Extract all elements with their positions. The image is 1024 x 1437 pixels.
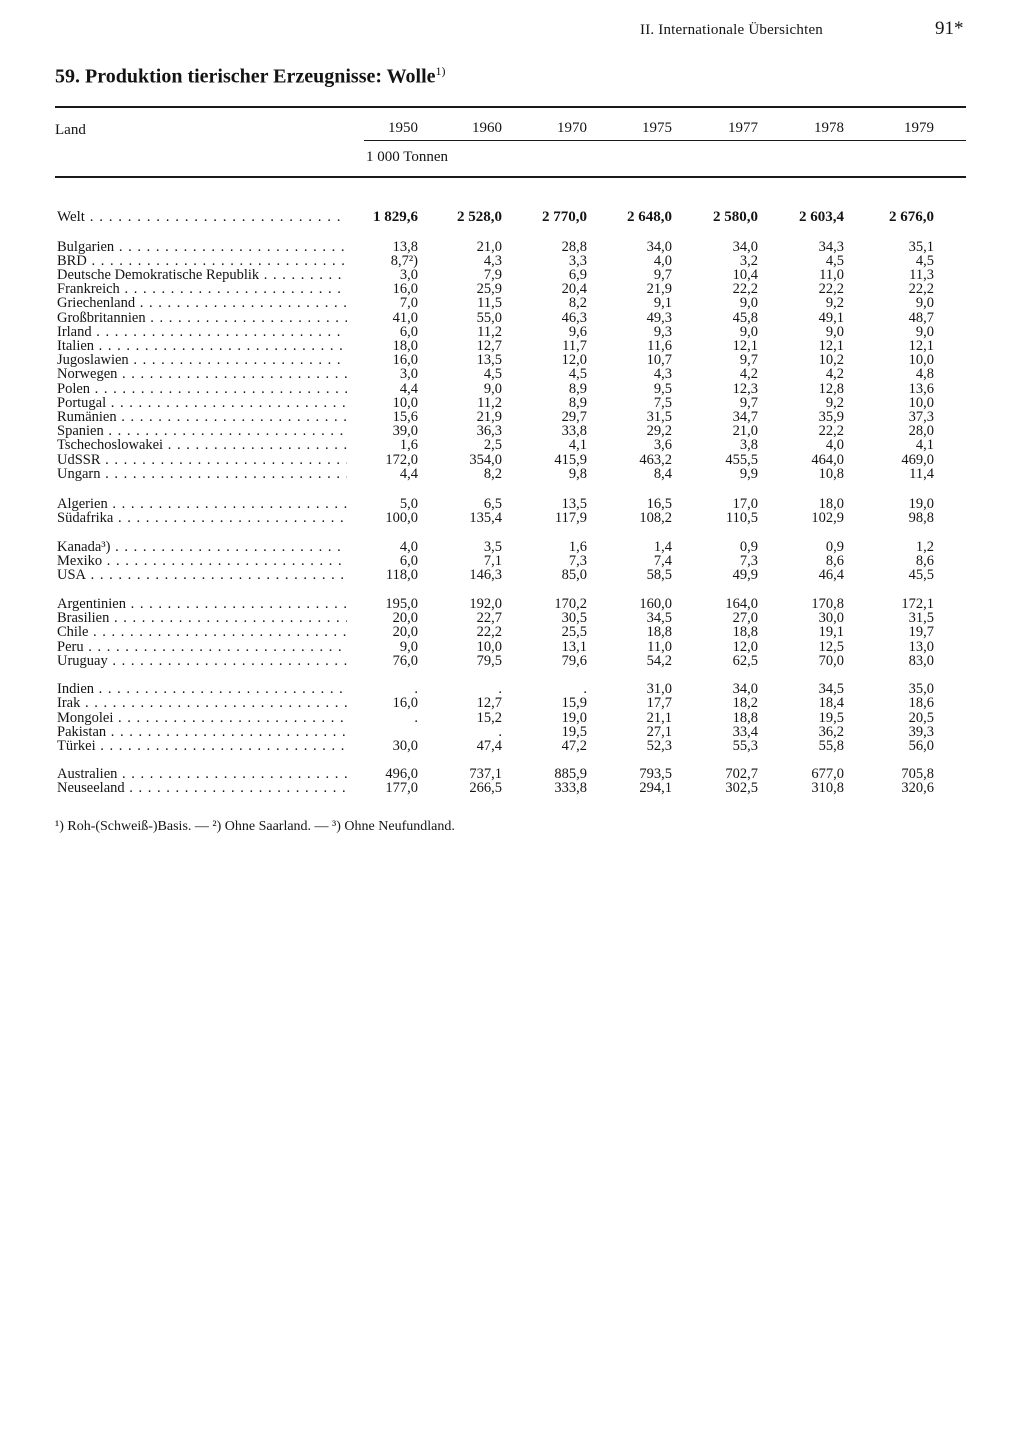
value-cell: 9,0 bbox=[825, 324, 844, 340]
value-cell: 34,7 bbox=[732, 409, 758, 425]
column-header-year: 1979 bbox=[904, 120, 934, 136]
value-cell: 18,4 bbox=[818, 695, 844, 711]
value-cell: 12,3 bbox=[732, 381, 758, 397]
value-cell: 9,7 bbox=[653, 267, 672, 283]
value-cell: 11,6 bbox=[647, 338, 672, 354]
value-cell: 702,7 bbox=[725, 766, 758, 782]
value-cell: 11,2 bbox=[477, 324, 502, 340]
value-cell: 3,2 bbox=[739, 253, 758, 269]
value-cell: 22,2 bbox=[818, 423, 844, 439]
value-cell: 0,9 bbox=[739, 539, 758, 555]
country-cell: Frankreich . . . bbox=[57, 282, 347, 296]
value-cell: 7,5 bbox=[653, 395, 672, 411]
value-cell: 16,0 bbox=[392, 281, 418, 297]
value-cell: 9,0 bbox=[483, 381, 502, 397]
value-cell: 1,2 bbox=[915, 539, 934, 555]
value-cell: 8,4 bbox=[653, 466, 672, 482]
value-cell: 34,0 bbox=[732, 681, 758, 697]
value-cell: 6,9 bbox=[568, 267, 587, 283]
country-cell: Algerien . . . bbox=[57, 497, 347, 511]
value-cell: 11,4 bbox=[909, 466, 934, 482]
value-cell: 7,4 bbox=[653, 553, 672, 569]
value-cell: 12,0 bbox=[732, 639, 758, 655]
value-cell: 13,0 bbox=[908, 639, 934, 655]
value-cell: 1,6 bbox=[399, 437, 418, 453]
value-cell: 55,0 bbox=[476, 310, 502, 326]
value-cell: 22,2 bbox=[818, 281, 844, 297]
value-cell: 11,5 bbox=[477, 295, 502, 311]
value-cell: 39,0 bbox=[392, 423, 418, 439]
country-cell: Mongolei . . . bbox=[57, 711, 347, 725]
value-cell: 33,8 bbox=[561, 423, 587, 439]
value-cell: 4,0 bbox=[399, 539, 418, 555]
value-cell: 354,0 bbox=[469, 452, 502, 468]
value-cell: 37,3 bbox=[908, 409, 934, 425]
value-cell: 2 770,0 bbox=[542, 209, 587, 225]
value-cell: 4,8 bbox=[915, 366, 934, 382]
value-cell: 11,3 bbox=[909, 267, 934, 283]
value-cell: 19,5 bbox=[818, 710, 844, 726]
value-cell: 333,8 bbox=[554, 780, 587, 796]
value-cell: 25,9 bbox=[476, 281, 502, 297]
value-cell: 22,2 bbox=[476, 624, 502, 640]
value-cell: 19,7 bbox=[908, 624, 934, 640]
value-cell: 4,5 bbox=[483, 366, 502, 382]
value-cell: 10,4 bbox=[732, 267, 758, 283]
value-cell: 4,5 bbox=[825, 253, 844, 269]
value-cell: 13,6 bbox=[908, 381, 934, 397]
value-cell: 36,3 bbox=[476, 423, 502, 439]
value-cell: 7,9 bbox=[483, 267, 502, 283]
value-cell: 118,0 bbox=[385, 567, 418, 583]
value-cell: 18,8 bbox=[646, 624, 672, 640]
column-header-year: 1977 bbox=[728, 120, 758, 136]
value-cell: 49,3 bbox=[646, 310, 672, 326]
value-cell: 117,9 bbox=[554, 510, 587, 526]
value-cell: 15,2 bbox=[476, 710, 502, 726]
value-cell: 737,1 bbox=[469, 766, 502, 782]
value-cell: 8,7²) bbox=[390, 253, 418, 269]
country-cell: Portugal . . . bbox=[57, 396, 347, 410]
value-cell: 10,2 bbox=[818, 352, 844, 368]
value-cell: 55,3 bbox=[732, 738, 758, 754]
value-cell: 7,1 bbox=[483, 553, 502, 569]
value-cell: 9,7 bbox=[739, 352, 758, 368]
table-title-footnote-marker: 1) bbox=[435, 64, 446, 78]
table-title-text: 59. Produktion tierischer Erzeugnisse: Wolle bbox=[55, 65, 436, 88]
country-cell: Südafrika . . . bbox=[57, 511, 347, 525]
value-cell: 18,0 bbox=[818, 496, 844, 512]
value-cell: 2 648,0 bbox=[627, 209, 672, 225]
country-cell: BRD . . . bbox=[57, 254, 347, 268]
value-cell: 17,0 bbox=[732, 496, 758, 512]
column-header-year: 1960 bbox=[472, 120, 502, 136]
value-cell: 4,3 bbox=[653, 366, 672, 382]
value-cell: 469,0 bbox=[901, 452, 934, 468]
value-cell: . bbox=[498, 724, 502, 740]
value-cell: 3,8 bbox=[739, 437, 758, 453]
value-cell: 10,0 bbox=[392, 395, 418, 411]
value-cell: 3,0 bbox=[399, 366, 418, 382]
country-cell: Brasilien . . . bbox=[57, 611, 347, 625]
value-cell: 19,0 bbox=[908, 496, 934, 512]
value-cell: 100,0 bbox=[385, 510, 418, 526]
value-cell: 10,7 bbox=[646, 352, 672, 368]
value-cell: 170,2 bbox=[554, 596, 587, 612]
value-cell: 9,0 bbox=[399, 639, 418, 655]
value-cell: 9,3 bbox=[653, 324, 672, 340]
value-cell: 885,9 bbox=[554, 766, 587, 782]
value-cell: 793,5 bbox=[639, 766, 672, 782]
value-cell: 415,9 bbox=[554, 452, 587, 468]
value-cell: 79,5 bbox=[476, 653, 502, 669]
value-cell: 12,1 bbox=[908, 338, 934, 354]
value-cell: 35,9 bbox=[818, 409, 844, 425]
footnote: ¹) Roh-(Schweiß-)Basis. — ²) Ohne Saarland. — ³) Ohne Neufundland. bbox=[55, 819, 455, 834]
country-cell: Pakistan . . . bbox=[57, 725, 347, 739]
value-cell: 170,8 bbox=[811, 596, 844, 612]
running-head: II. Internationale Übersichten bbox=[640, 22, 824, 38]
value-cell: 3,0 bbox=[399, 267, 418, 283]
value-cell: 10,0 bbox=[908, 352, 934, 368]
value-cell: 12,5 bbox=[818, 639, 844, 655]
value-cell: 310,8 bbox=[811, 780, 844, 796]
value-cell: 9,5 bbox=[653, 381, 672, 397]
value-cell: 39,3 bbox=[908, 724, 934, 740]
value-cell: 19,0 bbox=[561, 710, 587, 726]
value-cell: 9,0 bbox=[915, 295, 934, 311]
value-cell: 55,8 bbox=[818, 738, 844, 754]
value-cell: 58,5 bbox=[646, 567, 672, 583]
header-divider bbox=[364, 140, 966, 141]
value-cell: 9,2 bbox=[825, 295, 844, 311]
country-cell: Kanada³) . . . bbox=[57, 540, 347, 554]
value-cell: 13,5 bbox=[561, 496, 587, 512]
value-cell: 48,7 bbox=[908, 310, 934, 326]
value-cell: 12,8 bbox=[818, 381, 844, 397]
value-cell: 9,0 bbox=[739, 324, 758, 340]
country-cell: Peru . . . bbox=[57, 640, 347, 654]
value-cell: 3,3 bbox=[568, 253, 587, 269]
value-cell: 18,6 bbox=[908, 695, 934, 711]
value-cell: 46,3 bbox=[561, 310, 587, 326]
value-cell: 8,2 bbox=[568, 295, 587, 311]
value-cell: 30,0 bbox=[818, 610, 844, 626]
value-cell: 54,2 bbox=[646, 653, 672, 669]
value-cell: 41,0 bbox=[392, 310, 418, 326]
value-cell: 12,7 bbox=[476, 695, 502, 711]
column-header-year: 1975 bbox=[642, 120, 672, 136]
value-cell: 22,2 bbox=[908, 281, 934, 297]
value-cell: 20,0 bbox=[392, 610, 418, 626]
value-cell: 11,0 bbox=[819, 267, 844, 283]
value-cell: 172,0 bbox=[385, 452, 418, 468]
value-cell: 463,2 bbox=[639, 452, 672, 468]
country-cell: UdSSR . . . bbox=[57, 453, 347, 467]
value-cell: 28,0 bbox=[908, 423, 934, 439]
value-cell: . bbox=[414, 710, 418, 726]
value-cell: 12,7 bbox=[476, 338, 502, 354]
value-cell: 27,1 bbox=[646, 724, 672, 740]
value-cell: 2,5 bbox=[483, 437, 502, 453]
country-cell: Norwegen . . . bbox=[57, 367, 347, 381]
value-cell: 9,7 bbox=[739, 395, 758, 411]
value-cell: . bbox=[498, 681, 502, 697]
value-cell: 79,6 bbox=[561, 653, 587, 669]
value-cell: 25,5 bbox=[561, 624, 587, 640]
value-cell: 172,1 bbox=[901, 596, 934, 612]
value-cell: 31,5 bbox=[908, 610, 934, 626]
value-cell: 36,2 bbox=[818, 724, 844, 740]
value-cell: 11,7 bbox=[562, 338, 587, 354]
value-cell: 33,4 bbox=[732, 724, 758, 740]
value-cell: 21,0 bbox=[476, 239, 502, 255]
value-cell: 8,6 bbox=[825, 553, 844, 569]
value-cell: 21,9 bbox=[646, 281, 672, 297]
value-cell: 4,1 bbox=[915, 437, 934, 453]
value-cell: 2 528,0 bbox=[457, 209, 502, 225]
value-cell: 7,3 bbox=[739, 553, 758, 569]
country-cell: Rumänien . . . bbox=[57, 410, 347, 424]
value-cell: 21,9 bbox=[476, 409, 502, 425]
value-cell: 320,6 bbox=[901, 780, 934, 796]
value-cell: 192,0 bbox=[469, 596, 502, 612]
page-number: 91* bbox=[935, 18, 964, 39]
value-cell: 13,8 bbox=[392, 239, 418, 255]
value-cell: 160,0 bbox=[639, 596, 672, 612]
value-cell: 49,1 bbox=[818, 310, 844, 326]
value-cell: . bbox=[414, 681, 418, 697]
value-cell: 13,5 bbox=[476, 352, 502, 368]
value-cell: 20,5 bbox=[908, 710, 934, 726]
value-cell: 15,6 bbox=[392, 409, 418, 425]
value-cell: 1,6 bbox=[568, 539, 587, 555]
table-title bbox=[55, 64, 446, 89]
value-cell: 62,5 bbox=[732, 653, 758, 669]
value-cell: 52,3 bbox=[646, 738, 672, 754]
value-cell: 46,4 bbox=[818, 567, 844, 583]
value-cell: 76,0 bbox=[392, 653, 418, 669]
value-cell: 21,1 bbox=[646, 710, 672, 726]
value-cell: 9,1 bbox=[653, 295, 672, 311]
value-cell: 705,8 bbox=[901, 766, 934, 782]
country-cell: Spanien . . . bbox=[57, 424, 347, 438]
value-cell: 34,0 bbox=[646, 239, 672, 255]
value-cell: 4,0 bbox=[825, 437, 844, 453]
country-cell: Irland . . . bbox=[57, 325, 347, 339]
value-cell: 12,1 bbox=[732, 338, 758, 354]
value-cell: 17,7 bbox=[646, 695, 672, 711]
value-cell: 10,0 bbox=[476, 639, 502, 655]
top-rule bbox=[55, 106, 966, 108]
value-cell: 110,5 bbox=[725, 510, 758, 526]
value-cell: 9,8 bbox=[568, 466, 587, 482]
value-cell: 31,5 bbox=[646, 409, 672, 425]
value-cell: 18,0 bbox=[392, 338, 418, 354]
value-cell: 35,0 bbox=[908, 681, 934, 697]
value-cell: 455,5 bbox=[725, 452, 758, 468]
column-header-year: 1950 bbox=[388, 120, 418, 136]
value-cell: 35,1 bbox=[908, 239, 934, 255]
value-cell: 45,5 bbox=[908, 567, 934, 583]
value-cell: . bbox=[583, 681, 587, 697]
value-cell: 8,9 bbox=[568, 381, 587, 397]
value-cell: 6,0 bbox=[399, 553, 418, 569]
value-cell: 21,0 bbox=[732, 423, 758, 439]
value-cell: 15,9 bbox=[561, 695, 587, 711]
value-cell: 4,2 bbox=[825, 366, 844, 382]
country-cell: Polen . . . bbox=[57, 382, 347, 396]
country-cell: Deutsche Demokratische Republik . . . bbox=[57, 268, 347, 282]
value-cell: 85,0 bbox=[561, 567, 587, 583]
value-cell: 22,2 bbox=[732, 281, 758, 297]
value-cell: 4,5 bbox=[568, 366, 587, 382]
value-cell: 3,6 bbox=[653, 437, 672, 453]
value-cell: 34,5 bbox=[818, 681, 844, 697]
country-cell: Australien . . . bbox=[57, 767, 347, 781]
value-cell: 677,0 bbox=[811, 766, 844, 782]
value-cell: 177,0 bbox=[385, 780, 418, 796]
value-cell: 16,5 bbox=[646, 496, 672, 512]
value-cell: 47,4 bbox=[476, 738, 502, 754]
value-cell: 4,5 bbox=[915, 253, 934, 269]
value-cell: 294,1 bbox=[639, 780, 672, 796]
value-cell: 47,2 bbox=[561, 738, 587, 754]
value-cell: 146,3 bbox=[469, 567, 502, 583]
value-cell: 164,0 bbox=[725, 596, 758, 612]
value-cell: 8,9 bbox=[568, 395, 587, 411]
value-cell: 5,0 bbox=[399, 496, 418, 512]
value-cell: 4,1 bbox=[568, 437, 587, 453]
value-cell: 9,6 bbox=[568, 324, 587, 340]
value-cell: 16,0 bbox=[392, 352, 418, 368]
value-cell: 4,0 bbox=[653, 253, 672, 269]
value-cell: 1,4 bbox=[653, 539, 672, 555]
value-cell: 70,0 bbox=[818, 653, 844, 669]
value-cell: 8,6 bbox=[915, 553, 934, 569]
value-cell: 9,9 bbox=[739, 466, 758, 482]
country-cell: Chile . . . bbox=[57, 625, 347, 639]
value-cell: 108,2 bbox=[639, 510, 672, 526]
country-cell: Indien . . . bbox=[57, 682, 347, 696]
value-cell: 9,0 bbox=[915, 324, 934, 340]
value-cell: 2 676,0 bbox=[889, 209, 934, 225]
value-cell: 6,0 bbox=[399, 324, 418, 340]
value-cell: 45,8 bbox=[732, 310, 758, 326]
value-cell: 83,0 bbox=[908, 653, 934, 669]
value-cell: 4,2 bbox=[739, 366, 758, 382]
value-cell: 9,0 bbox=[739, 295, 758, 311]
header-bottom-rule bbox=[55, 176, 966, 178]
country-cell: Tschechoslowakei . . . bbox=[57, 438, 347, 452]
value-cell: 266,5 bbox=[469, 780, 502, 796]
column-header-year: 1978 bbox=[814, 120, 844, 136]
value-cell: 31,0 bbox=[646, 681, 672, 697]
value-cell: 56,0 bbox=[908, 738, 934, 754]
country-cell: USA . . . bbox=[57, 568, 347, 582]
value-cell: 7,3 bbox=[568, 553, 587, 569]
country-cell: Großbritannien . . . bbox=[57, 311, 347, 325]
value-cell: 19,1 bbox=[818, 624, 844, 640]
value-cell: 27,0 bbox=[732, 610, 758, 626]
value-cell: 18,8 bbox=[732, 624, 758, 640]
value-cell: 7,0 bbox=[399, 295, 418, 311]
country-cell: Bulgarien . . . bbox=[57, 240, 347, 254]
column-header-year: 1970 bbox=[557, 120, 587, 136]
value-cell: 28,8 bbox=[561, 239, 587, 255]
value-cell: 22,7 bbox=[476, 610, 502, 626]
country-cell: Griechenland . . . bbox=[57, 296, 347, 310]
value-cell: 6,5 bbox=[483, 496, 502, 512]
value-cell: 1 829,6 bbox=[373, 209, 418, 225]
value-cell: 16,0 bbox=[392, 695, 418, 711]
unit-label: 1 000 Tonnen bbox=[366, 149, 449, 165]
value-cell: 34,3 bbox=[818, 239, 844, 255]
value-cell: 30,5 bbox=[561, 610, 587, 626]
value-cell: 4,3 bbox=[483, 253, 502, 269]
value-cell: 30,0 bbox=[392, 738, 418, 754]
column-header-land: Land bbox=[55, 122, 86, 138]
country-cell: Uruguay . . . bbox=[57, 654, 347, 668]
value-cell: 195,0 bbox=[385, 596, 418, 612]
value-cell: 12,0 bbox=[561, 352, 587, 368]
country-cell: Neuseeland . . . bbox=[57, 781, 347, 795]
value-cell: 302,5 bbox=[725, 780, 758, 796]
value-cell: 4,4 bbox=[399, 381, 418, 397]
value-cell: 496,0 bbox=[385, 766, 418, 782]
value-cell: 34,5 bbox=[646, 610, 672, 626]
value-cell: 2 603,4 bbox=[799, 209, 844, 225]
value-cell: 0,9 bbox=[825, 539, 844, 555]
value-cell: 29,2 bbox=[646, 423, 672, 439]
value-cell: 4,4 bbox=[399, 466, 418, 482]
value-cell: 10,0 bbox=[908, 395, 934, 411]
value-cell: 11,0 bbox=[647, 639, 672, 655]
value-cell: 18,8 bbox=[732, 710, 758, 726]
value-cell: 19,5 bbox=[561, 724, 587, 740]
value-cell: 20,4 bbox=[561, 281, 587, 297]
country-cell: Mexiko . . . bbox=[57, 554, 347, 568]
value-cell: 18,2 bbox=[732, 695, 758, 711]
value-cell: 12,1 bbox=[818, 338, 844, 354]
value-cell: 464,0 bbox=[811, 452, 844, 468]
value-cell: 98,8 bbox=[908, 510, 934, 526]
country-cell: Argentinien . . . bbox=[57, 597, 347, 611]
value-cell: 10,8 bbox=[818, 466, 844, 482]
value-cell: 13,1 bbox=[561, 639, 587, 655]
value-cell: 135,4 bbox=[469, 510, 502, 526]
country-cell: Welt . . . bbox=[57, 210, 347, 224]
country-cell: Italien . . . bbox=[57, 339, 347, 353]
value-cell: 2 580,0 bbox=[713, 209, 758, 225]
value-cell: 8,2 bbox=[483, 466, 502, 482]
value-cell: 34,0 bbox=[732, 239, 758, 255]
country-cell: Irak . . . bbox=[57, 696, 347, 710]
country-cell: Jugoslawien . . . bbox=[57, 353, 347, 367]
value-cell: 9,2 bbox=[825, 395, 844, 411]
country-cell: Ungarn . . . bbox=[57, 467, 347, 481]
value-cell: 3,5 bbox=[483, 539, 502, 555]
value-cell: 102,9 bbox=[811, 510, 844, 526]
value-cell: 29,7 bbox=[561, 409, 587, 425]
value-cell: 49,9 bbox=[732, 567, 758, 583]
value-cell: 20,0 bbox=[392, 624, 418, 640]
country-cell: Türkei . . . bbox=[57, 739, 347, 753]
value-cell: 11,2 bbox=[477, 395, 502, 411]
